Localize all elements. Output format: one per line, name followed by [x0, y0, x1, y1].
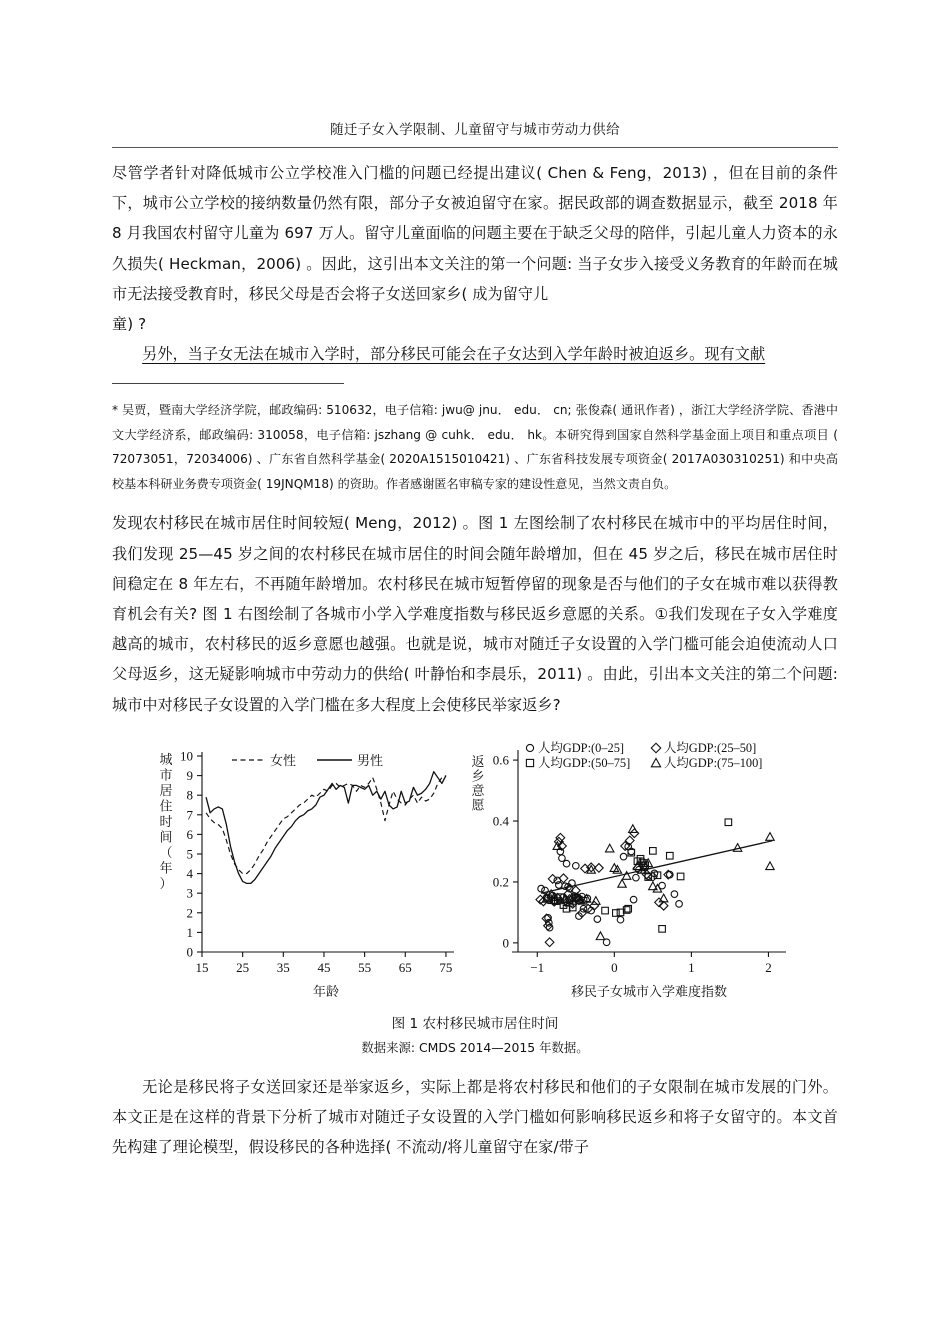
svg-text:2: 2 [765, 959, 772, 975]
svg-text:0.2: 0.2 [492, 874, 509, 890]
svg-text:城: 城 [159, 751, 173, 767]
svg-text:35: 35 [276, 959, 290, 975]
svg-text:2: 2 [186, 905, 193, 921]
svg-text:3: 3 [186, 885, 193, 901]
svg-text:乡: 乡 [471, 768, 485, 784]
body-paragraph-1-tail: 童) ? [112, 315, 147, 334]
svg-text:0: 0 [186, 944, 193, 960]
svg-text:15: 15 [195, 959, 209, 975]
svg-text:0: 0 [611, 959, 618, 975]
svg-text:0: 0 [502, 935, 509, 951]
svg-text:女性: 女性 [270, 752, 297, 768]
svg-text:时: 时 [159, 813, 173, 829]
svg-text:9: 9 [186, 767, 193, 783]
header-rule [112, 147, 838, 148]
svg-text:6: 6 [186, 826, 193, 842]
svg-text:返: 返 [471, 753, 485, 769]
svg-text:市: 市 [159, 767, 173, 783]
footnote-text: * 吴贾，暨南大学经济学院，邮政编码: 510632，电子信箱: jwu@ jnu． edu． cn; 张俊森( 通讯作者) ，浙江大学经济学院、香港中文大学经济系，邮政编码: 310058，电子信箱: jszhang @ cuhk． edu． hk。本研究得到国家自然科学基金面上项目和重点项目 ( 72073051，72034006) 、广东省自然科学基金( 2020A1515010421) 、广东省科技发展专项资金( 2017A030310251) 和中央高校基本科研业务费专项资金( 19JNQM18) 的资助。作者感谢匿名审稿专家的建设性意见，当然文责自负。 [112, 403, 838, 491]
svg-text:5: 5 [186, 846, 193, 862]
svg-text:1: 1 [186, 924, 193, 940]
svg-text:间: 间 [159, 829, 173, 845]
footnote-separator-rule [112, 383, 344, 384]
svg-text:人均GDP:(0–25]: 人均GDP:(0–25] [538, 741, 625, 756]
page-content [112, 0, 838, 1162]
body-paragraph-4: 无论是移民将子女送回家还是举家返乡，实际上都是将农村移民和他们的子女限制在城市发展的门外。本文正是在这样的背景下分析了城市对随迁子女设置的入学门槛如何影响移民返乡和将子女留守的。本文首先构建了理论模型，假设移民的各种选择( 不流动/将儿童留守在家/带子 [112, 1077, 838, 1157]
svg-text:45: 45 [317, 959, 331, 975]
body-paragraph-3: 发现农村移民在城市居住时间较短( Meng，2012) 。图 1 左图绘制了农村移民在城市中的平均居住时间，我们发现 25—45 岁之间的农村移民在城市居住的时间会随年龄增加，但在 45 岁之后，移民在城市居住时间稳定在 8 年左右，不再随年龄增加。农村移民在城市短暂停留的现象是否与他们的子女在城市难以获得教育机会有关? 图 1 右图绘制了各城市小学入学难度指数与移民返乡意愿的关系。①我们发现在子女入学难度越高的城市，农村移民的返乡意愿也越强。也就是说，城市对随迁子女设置的入学门槛可能会迫使流动人口父母返乡，这无疑影响城市中劳动力的供给( 叶静怡和李晨乐，2011) 。由此，引出本文关注的第二个问题: 城市中对移民子女设置的入学门槛在多大程度上会使移民举家返乡? [112, 514, 838, 714]
svg-text:4: 4 [186, 865, 193, 881]
footnote-zone [112, 383, 838, 496]
chart-residence-time-by-age [150, 738, 460, 1008]
svg-text:人均GDP:(75–100]: 人均GDP:(75–100] [664, 756, 763, 771]
svg-text:10: 10 [180, 748, 193, 764]
svg-text:55: 55 [358, 959, 372, 975]
svg-text:1: 1 [688, 959, 695, 975]
svg-text:愿: 愿 [471, 797, 485, 813]
svg-text:居: 居 [159, 782, 173, 798]
svg-text:年龄: 年龄 [312, 983, 340, 999]
svg-text:0.4: 0.4 [492, 813, 509, 829]
svg-text:8: 8 [186, 787, 193, 803]
figure-1 [112, 738, 838, 1056]
svg-text:75: 75 [439, 959, 453, 975]
svg-text:）: ） [159, 875, 173, 891]
svg-text:65: 65 [398, 959, 412, 975]
figure-charts-row [112, 738, 838, 1008]
svg-text:−1: −1 [530, 959, 545, 975]
body-paragraph-1: 尽管学者针对降低城市公立学校准入门槛的问题已经提出建议( Chen & Feng，2013) ，但在目前的条件下，城市公立学校的接纳数量仍然有限，部分子女被迫留守在家。据民政部的调查数据显示，截至 2018 年 8 月我国农村留守儿童为 697 万人。留守儿童面临的问题主要在于缺乏父母的陪伴，引起儿童人力资本的永久损失( Heckman，2006) 。因此，这引出本文关注的第一个问题: 当子女步入接受义务教育的年龄而在城市无法接受教育时，移民父母是否会将子女送回家乡( 成为留守儿 [112, 164, 838, 303]
svg-text:0.6: 0.6 [492, 752, 509, 768]
svg-text:（: （ [159, 844, 173, 860]
figure-caption: 图 1 农村移民城市居住时间 [391, 1015, 559, 1032]
svg-text:25: 25 [236, 959, 250, 975]
svg-text:意: 意 [471, 782, 485, 798]
figure-source-note: 数据来源: CMDS 2014—2015 年数据。 [361, 1039, 589, 1055]
svg-text:移民子女城市入学难度指数: 移民子女城市入学难度指数 [570, 983, 728, 999]
chart-return-willingness-scatter [460, 738, 800, 1008]
svg-text:人均GDP:(25–50]: 人均GDP:(25–50] [664, 741, 757, 756]
running-head: 随迁子女入学限制、儿童留守与城市劳动力供给 [330, 122, 620, 138]
svg-text:男性: 男性 [357, 752, 384, 768]
svg-text:住: 住 [159, 798, 173, 814]
svg-text:人均GDP:(50–75]: 人均GDP:(50–75] [538, 756, 631, 771]
svg-text:7: 7 [186, 807, 193, 823]
body-paragraph-2: 另外，当子女无法在城市入学时，部分移民可能会在子女达到入学年龄时被迫返乡。现有文献 [142, 345, 766, 364]
svg-text:年: 年 [159, 860, 173, 876]
